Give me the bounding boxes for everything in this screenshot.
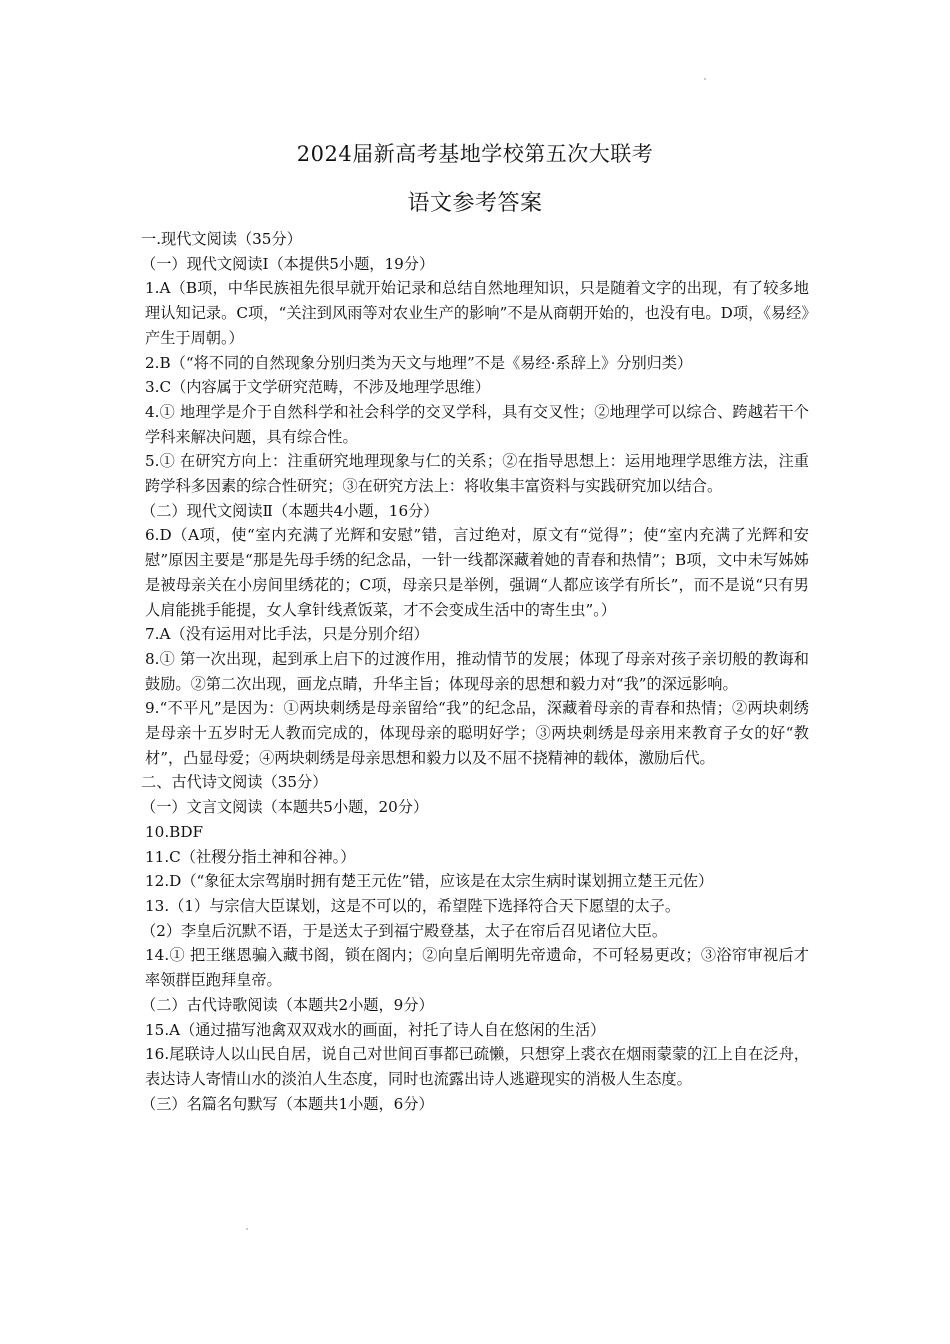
answer-line: 二、古代诗文阅读（35分） — [141, 773, 328, 792]
answer-line: （三）名篇名句默写（本题共1小题，6分） — [141, 1094, 434, 1113]
answer-line: 一.现代文阅读（35分） — [141, 230, 302, 248]
answer-line: 14.① 把王继恩骗入藏书阁，锁在阁内；②向皇后阐明先帝遗命，不可轻易更改；③浴帘审视后才率领群臣跑拜皇帝。 — [145, 946, 809, 990]
answer-line: 4.① 地理学是介于自然科学和社会科学的交叉学科，具有交叉性；②地理学可以综合、跨越若干个学科来解决问题，具有综合性。 — [145, 402, 809, 446]
answer-line: （2）李皇后沉默不语，于是送太子到福宁殿登基，太子在帘后召见诸位大臣。 — [141, 921, 668, 940]
document-subtitle: 语文参考答案 — [407, 191, 543, 216]
answer-line: 16.尾联诗人以山民自居，说自己对世间百事都已疏懒，只想穿上裘衣在烟雨蒙蒙的江上自在泛舟，表达诗人寄情山水的淡泊人生态度，同时也流露出诗人逃避现实的消极人生态度。 — [145, 1045, 809, 1088]
answer-line: 11.C（社稷分指土神和谷神。） — [145, 847, 356, 866]
answer-line: （二）现代文阅读Ⅱ（本题共4小题，16分） — [141, 501, 439, 520]
scan-dot — [704, 78, 706, 80]
answer-line: 1.A（B项，中华民族祖先很早就开始记录和总结自然地理知识，只是随着文字的出现，有了较多地理认知记录。C项，“关注到风雨等对农业生产的影响”不是从商朝开始的，也没有电。D项，《易经》产生于周朝。） — [145, 279, 809, 347]
answer-line: 8.① 第一次出现，起到承上启下的过渡作用，推动情节的发展；体现了母亲对孩子亲切般的教诲和鼓励。②第二次出现，画龙点睛，升华主旨；体现母亲的思想和毅力对“我”的深远影响。 — [145, 649, 809, 693]
scan-dot — [246, 1228, 248, 1230]
answer-line: 6.D（A项，使“室内充满了光辉和安慰”错，言过绝对，原文有“觉得”；使“室内充满了光辉和安慰”原因主要是“那是先母手绣的纪念品，一针一线都深藏着她的青春和热情”；B项，文中未写姊姊是被母亲关在小房间里绣花的；C项，母亲只是举例，强调“人都应该学有所长”，而不是说“只有男人肩能挑手能提，女人拿针线煮饭菜，才不会变成生活中的寄生虫”。） — [145, 526, 809, 619]
answer-line: 5.① 在研究方向上：注重研究地理现象与仁的关系；②在指导思想上：运用地理学思维方法，注重跨学科多因素的综合性研究；③在研究方法上：将收集丰富资料与实践研究加以结合。 — [145, 452, 809, 496]
answer-line: （二）古代诗歌阅读（本题共2小题，9分） — [141, 995, 434, 1014]
answer-line: 7.A（没有运用对比手法，只是分别介绍） — [145, 625, 429, 644]
answer-line: 2.B（“将不同的自然现象分别归类为天文与地理”不是《易经·系辞上》分别归类） — [145, 353, 693, 372]
answer-line: 15.A（通过描写池禽双双戏水的画面，衬托了诗人自在悠闲的生活） — [145, 1020, 606, 1039]
answer-content — [141, 227, 809, 1116]
document-title: 2024届新高考基地学校第五次大联考 — [296, 142, 654, 166]
answer-line: （一）文言文阅读（本题共5小题，20分） — [141, 798, 429, 817]
answer-line: 13.（1）与宗信大臣谋划，这是不可以的，希望陛下选择符合天下愿望的太子。 — [145, 896, 681, 915]
answer-line: 3.C（内容属于文学研究范畴，不涉及地理学思维） — [145, 378, 491, 397]
answer-line: 10.BDF — [145, 822, 204, 841]
answer-line: （一）现代文阅读Ⅰ（本提供5小题，19分） — [141, 254, 435, 273]
answer-line: 9.“不平凡”是因为：①两块刺绣是母亲留给“我”的纪念品，深藏着母亲的青春和热情；②两块刺绣是母亲十五岁时无人教而完成的，体现母亲的聪明好学；③两块刺绣是母亲用来教育子女的好“教材”，凸显母爱；④两块刺绣是母亲思想和毅力以及不屈不挠精神的载体，激励后代。 — [145, 699, 809, 767]
answer-line: 12.D（“象征太宗驾崩时拥有楚王元佐”错，应该是在太宗生病时谋划拥立楚王元佐） — [145, 872, 714, 891]
